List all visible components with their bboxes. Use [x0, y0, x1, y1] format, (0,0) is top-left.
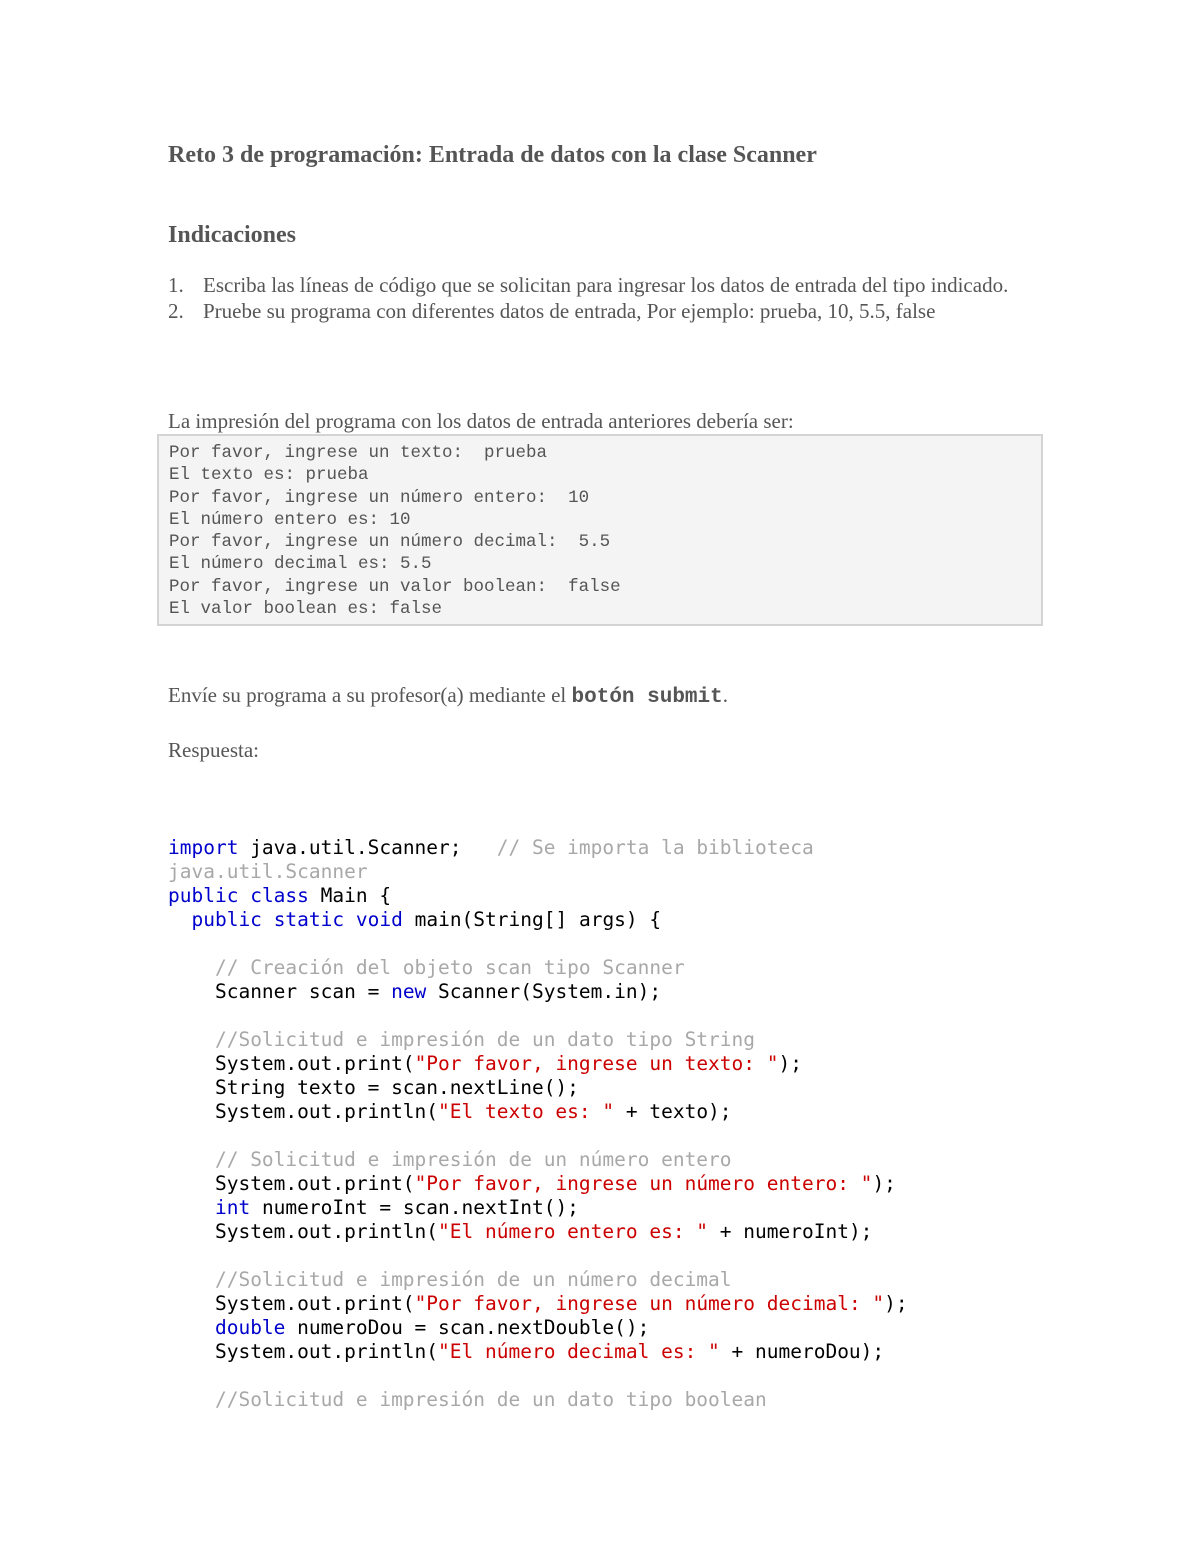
instruction-item [168, 298, 1038, 324]
code-text: String texto = scan.nextLine(); [214, 1076, 579, 1099]
comment: //Solicitud e impresión de un dato tipo boolean [214, 1388, 767, 1411]
code-text: main(String[] args) { [402, 908, 662, 931]
output-intro: La impresión del programa con los datos de entrada anteriores debería ser: [168, 409, 794, 433]
code-line [168, 1292, 1068, 1316]
keyword: public [168, 884, 239, 907]
submit-instruction [168, 683, 728, 709]
code-text: System.out.print( [214, 1292, 415, 1315]
code-line [168, 1148, 1068, 1172]
code-text: + numeroInt); [708, 1220, 873, 1243]
code-line [168, 1028, 1068, 1052]
instructions-heading: Indicaciones [168, 222, 297, 248]
instruction-text: Escriba las líneas de código que se solicitan para ingresar los datos de entrada del tipo indicado. [203, 273, 1009, 297]
code-line-blank [168, 1124, 1068, 1148]
code-text: System.out.print( [214, 1172, 415, 1195]
output-line: El número entero es: 10 [169, 509, 411, 530]
code-text: System.out.println( [214, 1100, 439, 1123]
keyword: public [191, 908, 262, 931]
output-line: El texto es: prueba [169, 465, 369, 486]
keyword: double [214, 1316, 286, 1339]
code-text: ); [872, 1172, 896, 1195]
string-literal: "El número entero es: " [438, 1220, 709, 1243]
code-line-blank [168, 1004, 1068, 1028]
code-line [168, 1268, 1068, 1292]
output-line: Por favor, ingrese un número decimal: 5.5 [169, 532, 611, 553]
code-text: System.out.print( [214, 1052, 415, 1075]
code-text: + texto); [614, 1100, 732, 1123]
keyword: class [250, 884, 309, 907]
code-line [168, 1316, 1068, 1340]
code-line [168, 1076, 1068, 1100]
code-text: System.out.println( [214, 1220, 439, 1243]
code-line-blank [168, 1364, 1068, 1388]
code-text: + numeroDou); [719, 1340, 885, 1363]
comment: //Solicitud e impresión de un número decimal [214, 1268, 732, 1291]
string-literal: "El número decimal es: " [438, 1340, 720, 1363]
answer-label: Respuesta: [168, 738, 259, 762]
code-text: Main { [308, 884, 392, 907]
code-line [168, 1196, 1068, 1220]
code-line [168, 1388, 1068, 1412]
comment: // Creación del objeto scan tipo Scanner [214, 956, 685, 979]
code-line-blank [168, 932, 1068, 956]
code-text: Scanner(System.in); [426, 980, 662, 1003]
keyword: import [168, 836, 239, 859]
document-title: Reto 3 de programación: Entrada de datos con la clase Scanner [168, 142, 817, 168]
code-text: System.out.println( [214, 1340, 439, 1363]
keyword: static [273, 908, 345, 931]
code-line [168, 1172, 1068, 1196]
keyword: new [391, 980, 427, 1003]
string-literal: "Por favor, ingrese un número decimal: " [414, 1292, 885, 1315]
code-text: numeroInt = scan.nextInt(); [250, 1196, 579, 1219]
instruction-number: 1. [168, 273, 184, 297]
output-line: El número decimal es: 5.5 [169, 554, 432, 575]
comment: // Solicitud e impresión de un número entero [214, 1148, 732, 1171]
code-line [168, 1220, 1068, 1244]
comment: //Solicitud e impresión de un dato tipo String [214, 1028, 756, 1051]
comment: java.util.Scanner [168, 860, 368, 883]
code-line [168, 1100, 1068, 1124]
code-text: numeroDou = scan.nextDouble(); [285, 1316, 650, 1339]
string-literal: "Por favor, ingrese un texto: " [414, 1052, 779, 1075]
instruction-text: Pruebe su programa con diferentes datos de entrada, Por ejemplo: prueba, 10, 5.5, false [203, 299, 936, 323]
expected-output-box [157, 434, 1043, 626]
output-line: Por favor, ingrese un texto: prueba [169, 443, 548, 463]
code-text: Scanner scan = [214, 980, 392, 1003]
submit-text-after: . [722, 683, 728, 707]
submit-text-before: Envíe su programa a su profesor(a) mediante el [168, 683, 572, 707]
code-text: java.util.Scanner; [238, 836, 497, 859]
output-line: El valor boolean es: false [169, 599, 443, 620]
submit-button-reference: botón submit [571, 686, 723, 709]
output-line: Por favor, ingrese un número entero: 10 [169, 487, 590, 508]
code-line [168, 836, 1068, 860]
code-line [168, 1340, 1068, 1364]
code-line [168, 884, 1068, 908]
keyword: void [355, 908, 403, 931]
comment: // Se importa la biblioteca [496, 836, 814, 859]
string-literal: "El texto es: " [438, 1100, 615, 1123]
instruction-item [168, 272, 1038, 298]
output-line: Por favor, ingrese un valor boolean: false [169, 576, 621, 597]
keyword: int [214, 1196, 251, 1219]
code-line [168, 908, 1068, 932]
code-line [168, 980, 1068, 1004]
code-block [168, 836, 1068, 1412]
code-line-blank [168, 1244, 1068, 1268]
instruction-number: 2. [168, 299, 184, 323]
code-text: ); [778, 1052, 802, 1075]
code-text: ); [884, 1292, 908, 1315]
string-literal: "Por favor, ingrese un número entero: " [414, 1172, 873, 1195]
code-line [168, 1052, 1068, 1076]
instructions-list [168, 272, 1038, 324]
code-line [168, 860, 1068, 884]
code-line [168, 956, 1068, 980]
